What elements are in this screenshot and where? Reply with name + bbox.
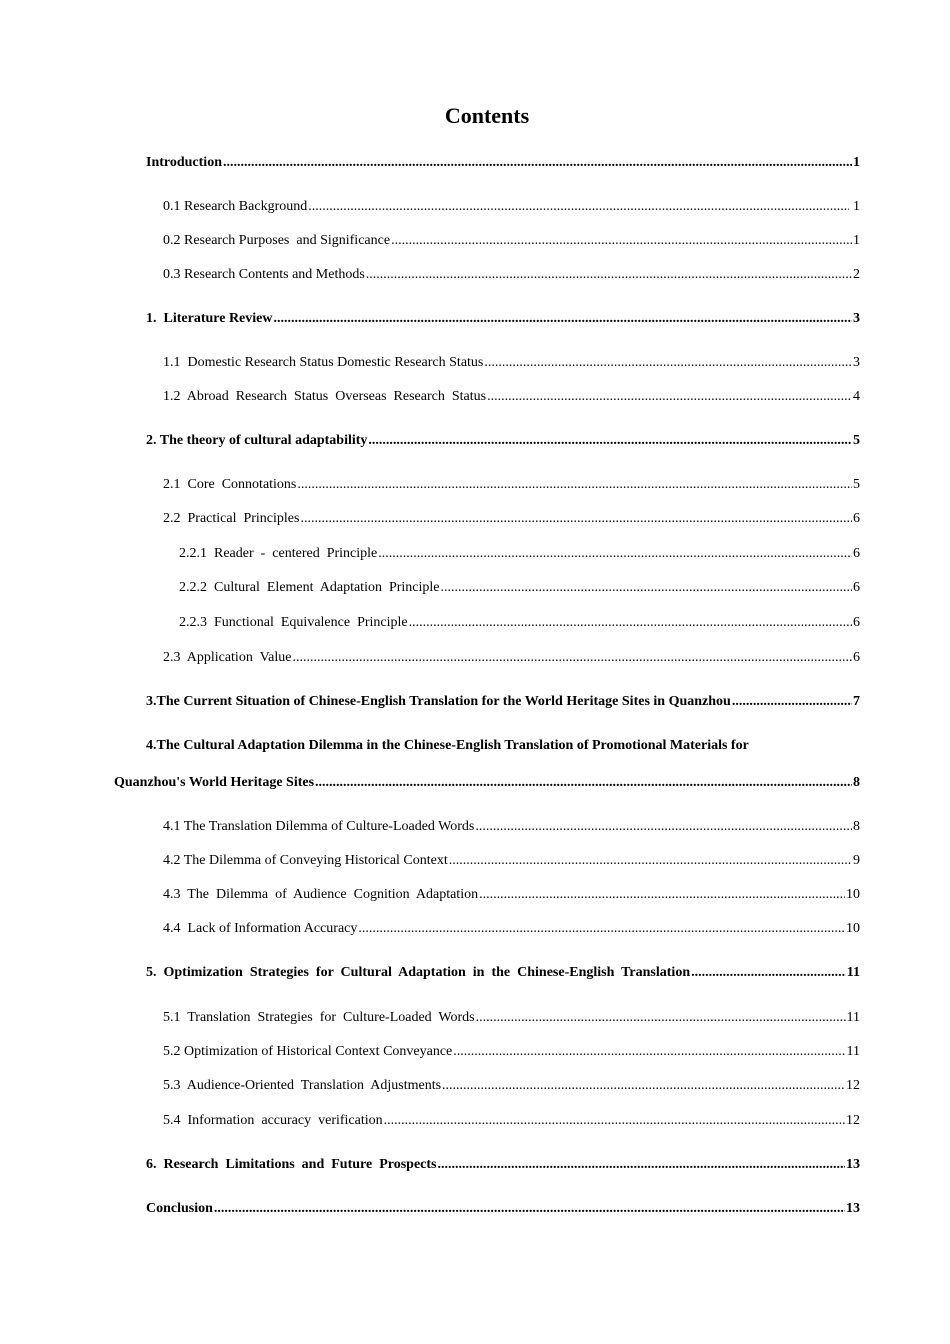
toc-entry-label: 0.2 Research Purposes and Significance [163,233,391,248]
dot-leader [442,1076,845,1096]
toc-entry-4[interactable] [114,773,860,793]
toc-entry-page: 3 [853,311,860,326]
toc-entry-page: 5 [853,477,860,492]
dot-leader [378,544,852,564]
dot-leader [732,692,852,712]
dot-leader [368,431,852,451]
toc-entry-5-4[interactable] [163,1111,860,1131]
toc-entry-2[interactable] [146,431,860,451]
toc-entry-1[interactable] [146,309,860,329]
toc-entry-page: 2 [853,267,860,282]
toc-entry-0-1[interactable] [163,197,860,217]
toc-entry-page: 9 [853,853,860,868]
dot-leader [487,387,852,407]
toc-entry-2-1[interactable] [163,475,860,495]
toc-entry-0-2[interactable] [163,231,860,251]
toc-entry-label: 5. Optimization Strategies for Cultural Adaptation in the Chinese-English Translation [146,965,691,980]
toc-entry-label: 1.2 Abroad Research Status Overseas Research Status [163,389,487,404]
dot-leader [214,1199,845,1219]
toc-entry-1-1[interactable] [163,353,860,373]
dot-leader [441,578,852,598]
toc-entry-1-2[interactable] [163,387,860,407]
toc-entry-label: 3.The Current Situation of Chinese-English Translation for the World Heritage Sites in Quanzhou [146,694,731,709]
toc-entry-page: 7 [853,694,860,709]
toc-entry-4-4[interactable] [163,919,860,939]
toc-entry-label: 1. Literature Review [146,311,273,326]
toc-entry-page: 5 [853,433,860,448]
toc-entry-label: 4.3 The Dilemma of Audience Cognition Adaptation [163,887,479,902]
toc-entry-2-2-3[interactable] [179,613,860,633]
dot-leader [479,885,845,905]
toc-entry-page: 8 [853,775,860,790]
toc-entry-page: 13 [846,1201,860,1216]
toc-entry-2-2-1[interactable] [179,544,860,564]
toc-entry-page: 1 [853,233,860,248]
toc-entry-label: 2.3 Application Value [163,650,292,665]
toc-entry-2-3[interactable] [163,648,860,668]
dot-leader [384,1111,845,1131]
toc-entry-5-1[interactable] [163,1008,860,1028]
toc-entry-label: Introduction [146,155,222,170]
dot-leader [484,353,852,373]
toc-entry-page: 6 [853,546,860,561]
toc-entry-label: 4.1 The Translation Dilemma of Culture-Loaded Words [163,819,475,834]
toc-entry-label: 1.1 Domestic Research Status Domestic Research Status [163,355,484,370]
toc-entry-label: 0.3 Research Contents and Methods [163,267,365,282]
toc-entry-page: 11 [846,1010,860,1025]
toc-entry-page: 6 [853,580,860,595]
toc-entry-5-2[interactable] [163,1042,860,1062]
dot-leader [366,265,852,285]
toc-entry-page: 1 [853,155,860,170]
toc-entry-page: 6 [853,615,860,630]
toc-entry-4-3[interactable] [163,885,860,905]
toc-entry-introduction[interactable] [146,153,860,173]
toc-entry-page: 1 [849,199,860,214]
dot-leader [409,613,852,633]
toc-entry-label: 2.2.1 Reader - centered Principle [179,546,378,561]
toc-entry-6[interactable] [146,1155,860,1175]
dot-leader [273,309,852,329]
toc-entry-label: 2.1 Core Connotations [163,477,297,492]
dot-leader [453,1042,845,1062]
toc-entry-label: 5.3 Audience-Oriented Translation Adjustments [163,1078,442,1093]
toc-entry-page: 8 [853,819,860,834]
dot-leader [315,773,852,793]
toc-entry-page: 10 [846,887,860,902]
toc-entry-label: 4.4 Lack of Information Accuracy [163,921,358,936]
toc-entry-page: 13 [846,1157,860,1172]
toc-entry-label: Conclusion [146,1201,213,1216]
toc-entry-3[interactable] [146,692,860,712]
dot-leader [449,851,852,871]
toc-entry-2-2-2[interactable] [179,578,860,598]
toc-entry-5[interactable] [146,963,860,983]
toc-entry-label: 0.1 Research Background [163,199,308,214]
toc-entry-page: 4 [853,389,860,404]
dot-leader [438,1155,846,1175]
toc-entry-label: 2.2.2 Cultural Element Adaptation Principle [179,580,440,595]
toc-entry-4-first-line[interactable]: 4.The Cultural Adaptation Dilemma in the Chinese-English Translation of Promotional Materials for [146,738,749,753]
toc-entry-5-3[interactable] [163,1076,860,1096]
dot-leader [391,231,852,251]
toc-entry-page: 10 [846,921,860,936]
toc-entry-label: 5.2 Optimization of Historical Context Conveyance [163,1044,453,1059]
page-title: Contents [444,103,530,128]
toc-entry-page: 12 [846,1078,860,1093]
toc-entry-page: 6 [853,511,860,526]
toc-entry-4-1[interactable] [163,817,860,837]
toc-entry-4-2[interactable] [163,851,860,871]
toc-entry-page: 11 [846,1044,860,1059]
dot-leader [358,919,845,939]
dot-leader [223,153,852,173]
toc-entry-page: 3 [853,355,860,370]
toc-entry-page: 12 [846,1113,860,1128]
dot-leader [476,1008,846,1028]
toc-entry-page: 6 [853,650,860,665]
toc-entry-label: 5.4 Information accuracy verification [163,1113,383,1128]
toc-entry-label: 6. Research Limitations and Future Prospects [146,1157,437,1172]
toc-entry-label: 5.1 Translation Strategies for Culture-Loaded Words [163,1010,475,1025]
dot-leader [297,475,852,495]
toc-entry-page: 11 [846,965,860,980]
toc-entry-label: 2.2.3 Functional Equivalence Principle [179,615,408,630]
toc-entry-0-3[interactable] [163,265,860,285]
toc-entry-label: 4.2 The Dilemma of Conveying Historical Context [163,853,448,868]
toc-entry-label: 2. The theory of cultural adaptability [146,433,368,448]
dot-leader [292,648,852,668]
dot-leader [300,509,852,529]
dot-leader [691,963,846,983]
toc-entry-conclusion[interactable] [146,1199,860,1219]
toc-entry-2-2[interactable] [163,509,860,529]
dot-leader [308,197,848,217]
toc-entry-label: Quanzhou's World Heritage Sites [114,775,315,790]
dot-leader [475,817,852,837]
toc-entry-label: 2.2 Practical Principles [163,511,300,526]
